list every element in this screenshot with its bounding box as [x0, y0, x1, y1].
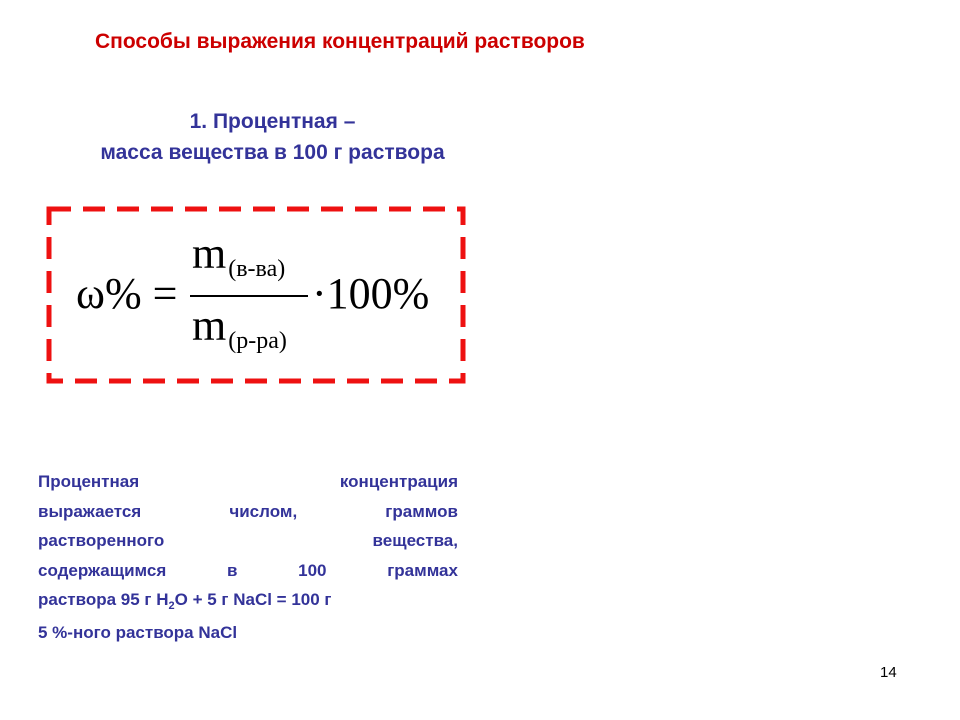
desc-word: в: [226, 560, 238, 580]
desc-word: граммов: [385, 501, 458, 521]
formula-rhs: ·100%: [312, 269, 430, 318]
desc-line-3: [38, 526, 458, 556]
desc-word: числом,: [229, 501, 298, 521]
desc-fragment: O + 5 г NaCl = 100 г: [174, 590, 332, 609]
desc-word: растворенного: [38, 531, 165, 550]
desc-line-1: [38, 467, 458, 497]
desc-subscript: 2: [168, 600, 175, 612]
subtitle-line-2: масса вещества в 100 г раствора: [100, 141, 445, 164]
desc-line-2: [38, 497, 458, 527]
numerator-var: m: [192, 229, 227, 278]
slide-subtitle: [0, 106, 545, 168]
description-text: [38, 467, 458, 647]
desc-word: выражается: [38, 501, 142, 521]
desc-line-4: [38, 556, 458, 586]
desc-word: вещества,: [372, 531, 458, 550]
desc-word: 100: [298, 560, 327, 580]
desc-line-5: [38, 585, 458, 618]
denominator-var: m: [192, 301, 227, 350]
desc-word: граммах: [387, 560, 458, 580]
fraction-bar: [190, 295, 308, 297]
subtitle-line-1: 1. Процентная –: [189, 110, 356, 133]
desc-word: концентрация: [339, 472, 458, 491]
percent-concentration-formula: [46, 206, 466, 384]
formula-lhs: ω% =: [76, 269, 178, 318]
formula-numerator: [192, 230, 285, 285]
desc-line-6: 5 %-ного раствора NaCl: [38, 622, 238, 642]
page-number: 14: [880, 664, 897, 681]
desc-word: Процентная: [38, 472, 140, 491]
slide-title: Способы выражения концентраций растворов: [95, 30, 585, 53]
desc-fragment: раствора 95 г H: [38, 590, 169, 609]
desc-word: содержащимся: [38, 560, 167, 580]
numerator-sub: (в-ва): [228, 256, 286, 282]
denominator-sub: (р-ра): [228, 328, 287, 354]
formula-denominator: [192, 302, 287, 357]
